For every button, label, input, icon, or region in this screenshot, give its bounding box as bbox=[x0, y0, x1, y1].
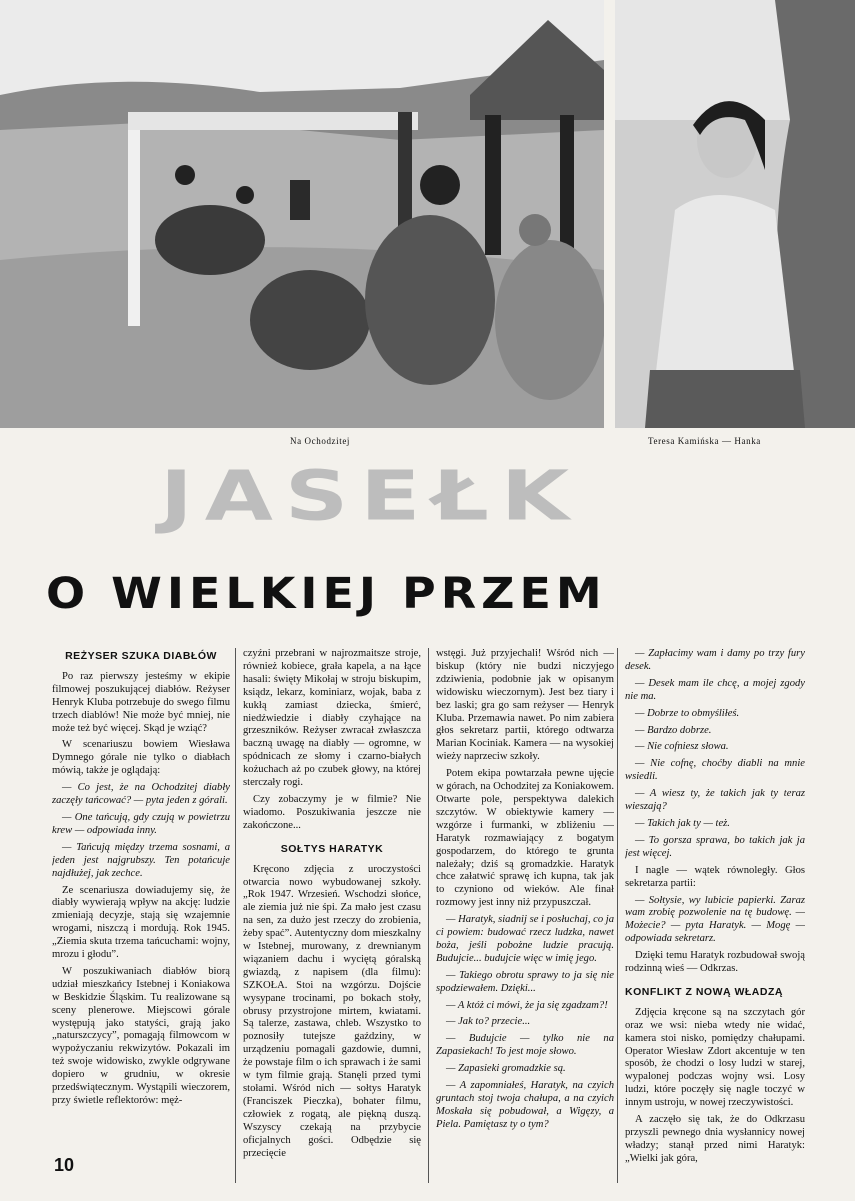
section-heading: REŻYSER SZUKA DIABŁÓW bbox=[65, 650, 217, 662]
column-divider bbox=[235, 648, 236, 1183]
paragraph: Po raz pierwszy jesteśmy w ekipie filmowej poszukującej diabłów. Reżyser Henryk Kluba potrzebuje do swego filmu trzech diablów! Nie może być mniej, nie może też być więcej. Skąd je wziąć? bbox=[52, 670, 230, 734]
photo-caption-right: Teresa Kamińska — Hanka bbox=[648, 436, 761, 446]
paragraph: A zaczęło się tak, że do Odkrzasu przyszli pewnego dnia wysłannicy nowej władzy; stanął przed nimi Haratyk: „Wielki jak góra, bbox=[625, 1114, 805, 1164]
dialogue-paragraph: — Co jest, że na Ochodzitej diabły zaczęły tańcować? — pyta jeden z górali. bbox=[52, 782, 230, 807]
dialogue-paragraph: — Budujcie — tylko nie na Zapasiekach! To jest moje słowo. bbox=[436, 1033, 614, 1058]
article-column-1 bbox=[52, 648, 230, 1188]
paragraph: Potem ekipa powtarzała pewne ujęcie w górach, na Ochodzitej za Koniakowem. Otwarte pole, perspektywa dalekich szczytów. W obiektywie kamery — wzgórze i furmanki, w zbliżeniu — Haratyk rozmawiający z bogatym gospodarzem, do którego te grunta należały; dziś są gromadzkie. Haratyk chce załatwić sprawę ich kupna, tak jak to czyniono od wieków. Ale finał rozmowy jest inny niż przypuszczał. bbox=[436, 768, 614, 909]
dialogue-paragraph: — Bardzo dobrze. bbox=[635, 724, 712, 736]
paragraph: wstęgi. Już przyjechali! Wśród nich — biskup (który nie budzi niczyjego zdziwienia, podobnie jak w opisanym widowisku wieczornym). Jest bez tiary i bez laski; gra go sam reżyser — Henryk Kluba. Przemawia nawet. Po nim zabiera głos sekretarz partii, którego odtwarza Marian Kociniak. Kamera — na wysokiej wieży naprzeciw szkoły. bbox=[436, 648, 614, 763]
dialogue-paragraph: — Zapłacimy wam i damy po trzy fury desek. bbox=[625, 648, 805, 672]
photo-portrait-hanka bbox=[615, 0, 855, 428]
paragraph: I nagle — wątek równoległy. Głos sekretarza partii: bbox=[625, 864, 805, 889]
dialogue-paragraph: — A wiesz ty, że takich jak ty teraz wieszają? bbox=[625, 788, 805, 813]
dialogue-paragraph: — Sołtysie, wy lubicie papierki. Zaraz wam zrobię pozwolenie na tę budowę. — Możecie? — pyta Haratyk. — Mogę — odpowiada sekretarz. bbox=[625, 894, 805, 945]
photo-caption-left: Na Ochodzitej bbox=[290, 436, 351, 446]
paragraph: Zdjęcia kręcone są na szczytach gór oraz we wsi: nieba wtedy nie widać, kamera stoi nisko, pomiędzy chałupami. Operator Wiesław Zdort akcentuje w ten sposób, że chodzi o losy ludzi w starej, wypalonej podczas wojny wsi. Losy ludzi, które poczęły się nagle toczyć w innym ustroju, w nowej rzeczywistości. bbox=[625, 1006, 805, 1109]
paragraph: W poszukiwaniach diabłów biorą udział mieszkańcy Istebnej i Koniakowa w Beskidzie Śląskim. Tu realizowane są sceny plenerowe. Miejscowi górale występują jako statyści, grają jako „naturszczycy”, pomagają filmowcom w wypożyczaniu rekwizytów. Pokazali im też swoje widowisko, zwykle odgrywane dopiero w grudniu, w okresie przedświątecznym. Wystąpili wieczorem, przy świetle reflektorów: męż- bbox=[52, 965, 230, 1106]
article-column-2 bbox=[243, 648, 421, 1188]
photo-film-set bbox=[0, 0, 604, 428]
dialogue-paragraph: — Takiego obrotu sprawy to ja się nie spodziewałem. Dzięki... bbox=[436, 969, 614, 994]
page-number: 10 bbox=[54, 1155, 75, 1175]
dialogue-paragraph: — Desek mam ile chcę, a mojej zgody nie ma. bbox=[625, 677, 805, 702]
dialogue-paragraph: — A któż ci mówi, że ja się zgadzam?! bbox=[446, 999, 608, 1011]
article-column-3 bbox=[436, 648, 614, 1188]
paragraph: Dzięki temu Haratyk rozbudował swoją rodzinną wieś — Odkrzas. bbox=[625, 950, 805, 975]
column-divider bbox=[428, 648, 429, 1183]
paragraph: Kręcono zdjęcia z uroczystości otwarcia nowo wybudowanej szkoły. „Rok 1947. Wrzesień. Wschodzi słońce, ale ziemia już nie śpi. Za mało jest czasu na sen, za dużo jest rzeczy do zrobienia, żeby spać”. Autentyczny dom mieszkalny w Istebnej, murowany, z drewnianym wiązaniem dachu i wyciętą góralską gwiazdą, z napisem (dla filmu): SZKOŁA. Stoi na wzgórzu. Dojście wysypane trocinami, po bokach stoły, obrusy przystrojone mirtem, kwiatami. Są talerze, zastawa, chleb. Wszystko to poznosiły tutejsze gaździny, w urządzeniu pomagali gazdowie, dumni, że powstaje film o ich sprawach i że sami w tym filmie grają. Stanęli przed tymi stołami. Wśród nich — sołtys Haratyk (Franciszek Pieczka), bohater filmu, człowiek z rogatą, ale piękną duszą. Wszyscy czekają na przybycie oficjalnych gości. Odbędzie się przecięcie bbox=[243, 863, 421, 1159]
headline-line-2: O WIELKIEJ PRZEM bbox=[46, 568, 607, 618]
headline-line-1: JASEŁK bbox=[160, 455, 582, 537]
article-column-4 bbox=[625, 648, 805, 1188]
dialogue-paragraph: — Nie cofnę, choćby diabli na mnie wsiedli. bbox=[625, 758, 805, 783]
section-heading: KONFLIKT Z NOWĄ WŁADZĄ bbox=[625, 985, 783, 998]
dialogue-paragraph: — To gorsza sprawa, bo takich jak ja jest więcej. bbox=[625, 834, 805, 859]
dialogue-paragraph: — One tańcują, gdy czują w powietrzu krew — odpowiada inny. bbox=[52, 811, 230, 836]
dialogue-paragraph: — Zapasieki gromadzkie są. bbox=[446, 1063, 566, 1075]
column-divider bbox=[617, 648, 618, 1183]
section-heading: SOŁTYS HARATYK bbox=[280, 842, 384, 855]
paragraph: Czy zobaczymy je w filmie? Nie wiadomo. Poszukiwania jeszcze nie zakończone... bbox=[243, 793, 421, 831]
dialogue-paragraph: — Jak to? przecie... bbox=[446, 1016, 531, 1028]
paragraph: czyźni przebrani w najrozmaitsze stroje, również kobiece, grała kapela, a na łące hasali: święty Mikołaj w stroju biskupim, ksiądz, lekarz, kominiarz, wojak, baba z kukłą zamiast dziecka, śmierć, niedźwiedzie i diabły czyhające na grzeszników. Reżyser zwracał zwłaszcza baczną uwagę na diabły — ogromne, w spódnicach ze słomy i czarno-białych kożuchach aż po czubek głowy, na której sterczały rogi. bbox=[243, 648, 421, 789]
paragraph: W scenariuszu bowiem Wiesława Dymnego górale nie tylko o diabłach mówią, także je oglądają: bbox=[52, 739, 230, 777]
dialogue-paragraph: — Nie cofniesz słowa. bbox=[635, 741, 729, 753]
dialogue-paragraph: — Haratyk, siadnij se i posłuchaj, co ja ci powiem: budować rzecz ludzka, nawet boża, jeśli pobożne ludzie pracują. Budujcie... budujcie więc w imię jego. bbox=[436, 914, 614, 964]
dialogue-paragraph: — Takich jak ty — też. bbox=[635, 817, 730, 829]
dialogue-paragraph: — Tańcują między trzema sosnami, a jeden jest najgrubszy. Ten potańcuje najdłużej, jak zechce. bbox=[52, 841, 230, 879]
dialogue-paragraph: — Dobrze to obmyśliłeś. bbox=[635, 707, 740, 719]
paragraph: Ze scenariusza dowiadujemy się, że diabły wywierają wpływ na akcję: ludzie zmieniają decyzje, stają się wzajemnie wrogami, niszczą i mordują. Rok 1945. „Ziemia skuta trzema tańcuchami: wojny, mrozu i głodu”. bbox=[52, 884, 230, 961]
dialogue-paragraph: — A zapomniałeś, Haratyk, na czyich gruntach stoj twoja chałupa, a na czyich Moskała się pobudował, a Wigęzy, a Piela. Pamiętasz ty o tym? bbox=[436, 1080, 614, 1130]
